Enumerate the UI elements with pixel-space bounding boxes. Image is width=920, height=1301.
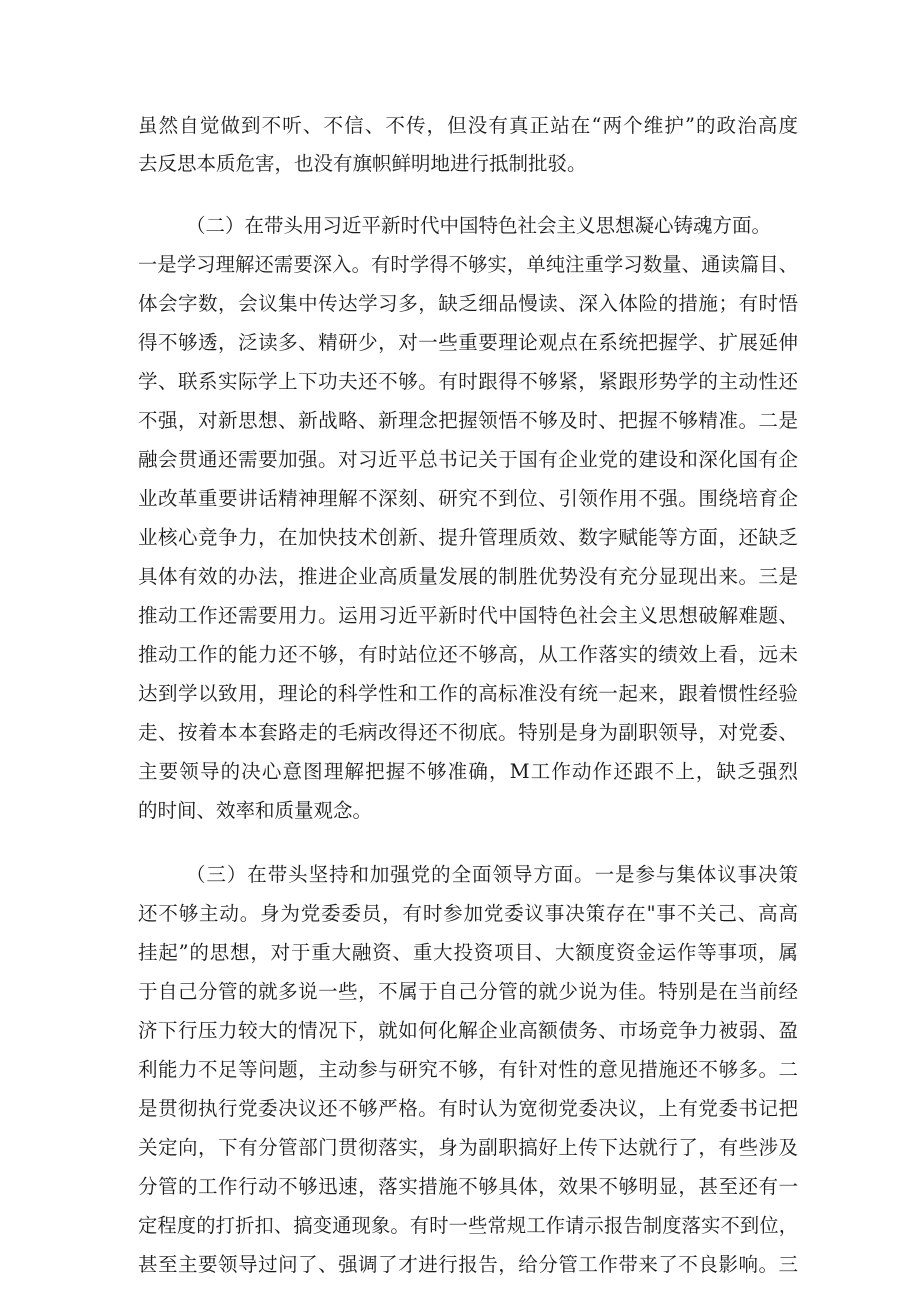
text-line: 虽然自觉做到不听、不信、不传，但没有真正站在“两个维护”的政治高度 <box>138 114 798 137</box>
text-line: 主要领导的决心意图理解把握不够准确，M工作动作还跟不上，缺乏强烈 <box>138 760 798 783</box>
text-line: 于自己分管的就多说一些，不属于自己分管的就少说为佳。特别是在当前经 <box>138 980 798 1003</box>
text-line: 走、按着本本套路走的毛病改得还不彻底。特别是身为副职领导，对党委、 <box>138 721 798 744</box>
text-line: 不强，对新思想、新战略、新理念把握领悟不够及时、把握不够精准。二是 <box>138 409 798 432</box>
text-line: 融会贯通还需要加强。对习近平总书记关于国有企业党的建设和深化国有企 <box>138 448 798 471</box>
text-line: 推动工作的能力还不够，有时站位还不够高，从工作落实的绩效上看，远未 <box>138 643 798 666</box>
text-line: 一是学习理解还需要深入。有时学得不够实，单纯注重学习数量、通读篇目、 <box>138 253 798 276</box>
section-heading-3: （三）在带头坚持和加强党的全面领导方面。一是参与集体议事决策 <box>186 863 798 886</box>
section-heading-2: （二）在带头用习近平新时代中国特色社会主义思想凝心铸魂方面。 <box>186 214 772 237</box>
text-line: 推动工作还需要用力。运用习近平新时代中国特色社会主义思想破解难题、 <box>138 604 798 627</box>
text-line: 挂起”的思想，对于重大融资、重大投资项目、大额度资金运作等事项，属 <box>138 941 798 964</box>
text-line: 定程度的打折扣、搞变通现象。有时一些常规工作请示报告制度落实不到位， <box>138 1214 798 1237</box>
text-line: 利能力不足等问题，主动参与研究不够，有针对性的意见措施还不够多。二 <box>138 1058 798 1081</box>
text-line: 分管的工作行动不够迅速，落实措施不够具体，效果不够明显，甚至还有一 <box>138 1175 798 1198</box>
text-line: 去反思本质危害，也没有旗帜鲜明地进行抵制批驳。 <box>138 152 587 175</box>
text-line: 是贯彻执行党委决议还不够严格。有时认为宽彻党委决议，上有党委书记把 <box>138 1097 798 1120</box>
text-line: 达到学以致用，理论的科学性和工作的高标准没有统一起来，跟着惯性经验 <box>138 682 798 705</box>
text-line: 得不够透，泛读多、精研少，对一些重要理论观点在系统把握学、扩展延伸 <box>138 331 798 354</box>
text-line: 济下行压力较大的情况下，就如何化解企业高额债务、市场竞争力被弱、盈 <box>138 1019 798 1042</box>
text-line: 体会字数，会议集中传达学习多，缺乏细品慢读、深入体险的措施；有时悟 <box>138 292 798 315</box>
text-line: 的时间、效率和质量观念。 <box>138 799 373 822</box>
text-line: 学、联系实际学上下功夫还不够。有时跟得不够紧，紧跟形势学的主动性还 <box>138 370 798 393</box>
text-line: 甚至主要领导过问了、强调了才进行报告，给分管工作带来了不良影响。三 <box>138 1253 798 1276</box>
text-line: 具体有效的办法，推进企业高质量发展的制胜优势没有充分显现出来。三是 <box>138 565 798 588</box>
text-line: 还不够主动。身为党委委员，有时参加党委议事决策存在"事不关己、高高 <box>138 902 798 925</box>
text-line: 关定向，下有分管部门贯彻落实，身为副职搞好上传下达就行了，有些涉及 <box>138 1136 798 1159</box>
text-line: 业改革重要讲话精神理解不深刻、研究不到位、引领作用不强。围绕培育企 <box>138 487 798 510</box>
text-line: 业核心竞争力，在加快技术创新、提升管理质效、数字赋能等方面，还缺乏 <box>138 526 798 549</box>
